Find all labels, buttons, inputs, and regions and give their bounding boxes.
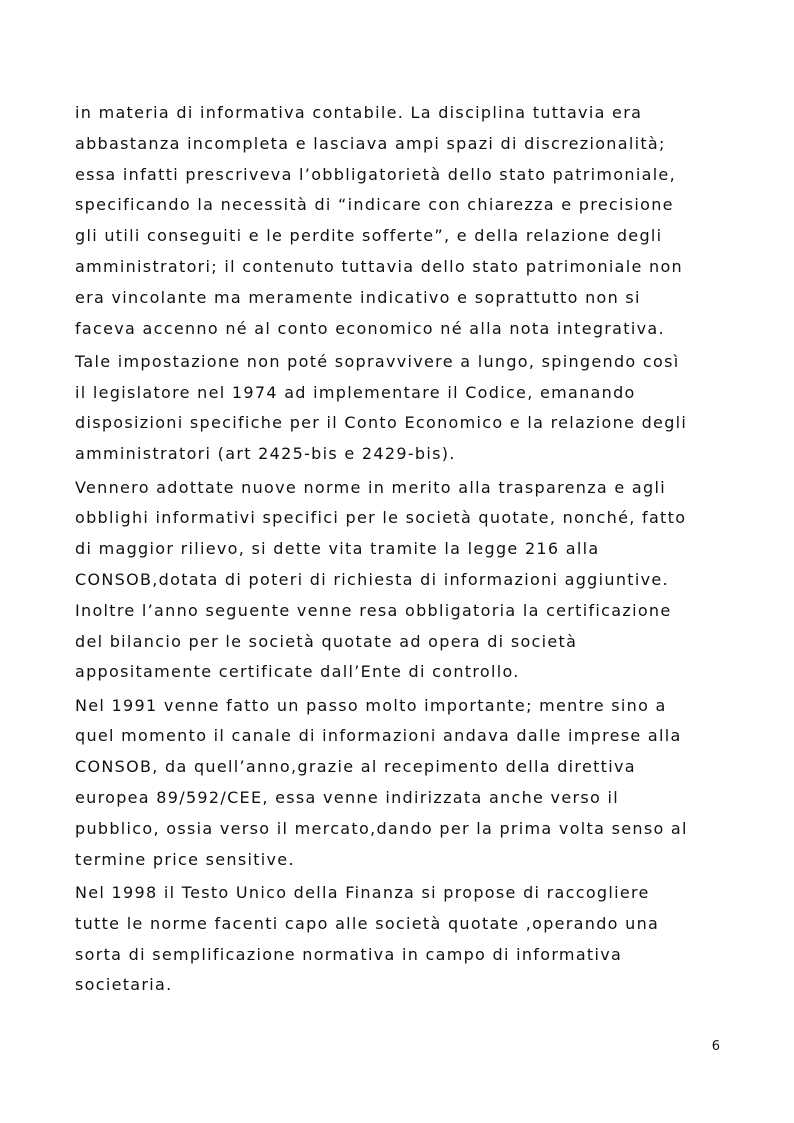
text-line: sorta di semplificazione normativa in campo di informativa (75, 944, 623, 964)
page-number: 6 (711, 1039, 720, 1054)
text-line: societaria. (75, 975, 173, 995)
text-line: Tale impostazione non poté sopravvivere a lungo, spingendo così (75, 351, 680, 371)
paragraph (75, 347, 725, 470)
text-line: essa infatti prescriveva l’obbligatorietà dello stato patrimoniale, (75, 164, 676, 184)
text-line: CONSOB,dotata di poteri di richiesta di informazioni aggiuntive. (75, 569, 669, 589)
text-line: CONSOB, da quell’anno,grazie al recepimento della direttiva (75, 757, 636, 777)
text-line: tutte le norme facenti capo alle società quotate ,operando una (75, 913, 660, 933)
text-line: il legislatore nel 1974 ad implementare il Codice, emanando (75, 382, 636, 402)
text-line: Inoltre l’anno seguente venne resa obbligatoria la certificazione (75, 600, 672, 620)
text-line: era vincolante ma meramente indicativo e soprattutto non si (75, 287, 641, 307)
text-line: faceva accenno né al conto economico né alla nota integrativa. (75, 318, 665, 338)
text-line: termine price sensitive. (75, 849, 295, 869)
text-line: Nel 1998 il Testo Unico della Finanza si propose di raccogliere (75, 882, 650, 902)
text-line: gli utili conseguiti e le perdite sofferte”, e della relazione degli (75, 226, 663, 246)
text-line: quel momento il canale di informazioni andava dalle imprese alla (75, 726, 682, 746)
text-line: del bilancio per le società quotate ad opera di società (75, 631, 578, 651)
text-line: pubblico, ossia verso il mercato,dando per la prima volta senso al (75, 818, 688, 838)
paragraph (75, 473, 725, 689)
paragraph (75, 691, 725, 876)
paragraph (75, 878, 725, 1001)
text-line: appositamente certificate dall’Ente di controllo. (75, 662, 520, 682)
text-line: amministratori (art 2425-bis e 2429-bis). (75, 444, 456, 464)
text-line: amministratori; il contenuto tuttavia dello stato patrimoniale non (75, 256, 683, 276)
text-line: specificando la necessità di “indicare con chiarezza e precisione (75, 195, 674, 215)
text-line: di maggior rilievo, si dette vita tramite la legge 216 alla (75, 539, 600, 559)
text-line: Vennero adottate nuove norme in merito alla trasparenza e agli (75, 477, 666, 497)
text-line: abbastanza incompleta e lasciava ampi spazi di discrezionalità; (75, 133, 666, 153)
paragraph (75, 98, 725, 344)
text-line: disposizioni specifiche per il Conto Economico e la relazione degli (75, 413, 688, 433)
text-line: Nel 1991 venne fatto un passo molto importante; mentre sino a (75, 695, 667, 715)
text-line: in materia di informativa contabile. La disciplina tuttavia era (75, 103, 643, 122)
body-text (75, 98, 725, 1001)
text-line: europea 89/592/CEE, essa venne indirizzata anche verso il (75, 788, 619, 808)
text-line: obblighi informativi specifici per le società quotate, nonché, fatto (75, 508, 687, 528)
